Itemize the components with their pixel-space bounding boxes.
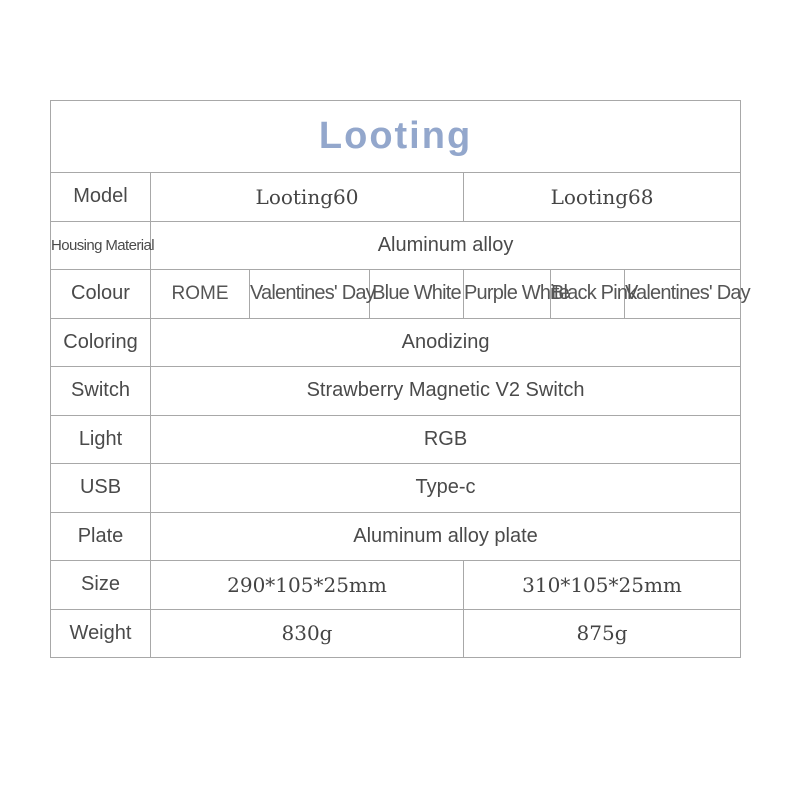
weight-looting60: 830g [151,609,464,658]
weight-looting68: 875g [464,609,741,658]
model-looting60: Looting60 [151,173,464,222]
usb-value: Type-c [151,464,741,513]
size-looting60: 290*105*25mm [151,561,464,610]
row-label-size: Size [51,561,151,610]
spec-table [50,100,750,658]
table-row-usb [51,464,741,513]
colour-option: Purple White [464,270,551,319]
row-label-colour: Colour [51,270,151,319]
table-row-switch [51,367,741,416]
row-label-housing: Housing Material [51,221,151,270]
table-row-model [51,173,741,222]
row-label-switch: Switch [51,367,151,416]
housing-value: Aluminum alloy [151,221,741,270]
row-label-light: Light [51,415,151,464]
row-label-usb: USB [51,464,151,513]
table-row-weight [51,609,741,658]
colour-option: Valentines' Day [250,270,370,319]
title-row [51,101,741,173]
colour-option: Valentines' Day [625,270,741,319]
table-row-colour [51,270,741,319]
row-label-model: Model [51,173,151,222]
row-label-coloring: Coloring [51,318,151,367]
light-value: RGB [151,415,741,464]
colour-option: Black Pink [551,270,625,319]
table-row-plate [51,512,741,561]
coloring-value: Anodizing [151,318,741,367]
table-row-housing [51,221,741,270]
colour-option: Blue White [370,270,464,319]
plate-value: Aluminum alloy plate [151,512,741,561]
table-title: Looting [318,115,473,157]
row-label-weight: Weight [51,609,151,658]
model-looting68: Looting68 [464,173,741,222]
table-row-light [51,415,741,464]
table-row-coloring [51,318,741,367]
switch-value: Strawberry Magnetic V2 Switch [151,367,741,416]
row-label-plate: Plate [51,512,151,561]
colour-option: ROME [151,270,250,319]
table-row-size [51,561,741,610]
size-looting68: 310*105*25mm [464,561,741,610]
